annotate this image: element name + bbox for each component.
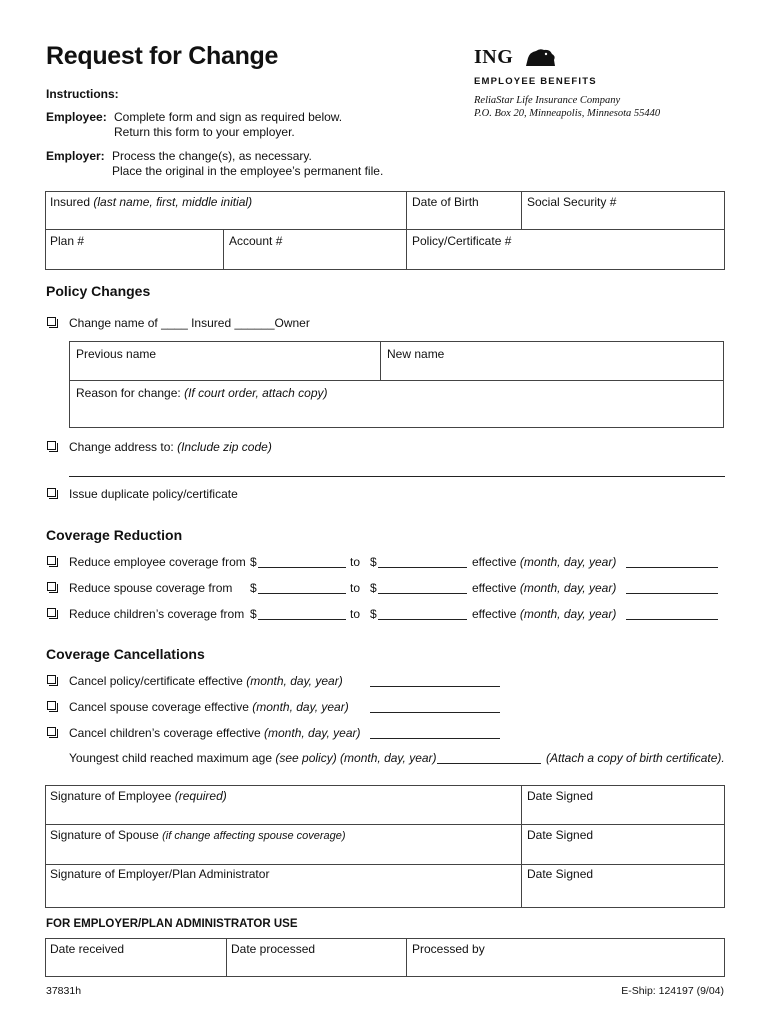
- from-amount-line[interactable]: [258, 567, 346, 568]
- duplicate-label: Issue duplicate policy/certificate: [69, 487, 238, 501]
- from-amount-line[interactable]: [258, 593, 346, 594]
- ssn-field[interactable]: Social Security #: [527, 195, 617, 209]
- logo-subtitle: EMPLOYEE BENEFITS: [474, 76, 597, 87]
- insured-label: Insured: [50, 195, 91, 209]
- effective-date-line[interactable]: [626, 593, 718, 594]
- cancel-children-label: [69, 726, 361, 740]
- effective-text: effective: [472, 607, 517, 621]
- youngest-child-label: [69, 751, 437, 765]
- date-hint: (month, day, year): [252, 700, 349, 714]
- cancel-spouse-checkbox[interactable]: [47, 701, 56, 710]
- page-title: Request for Change: [46, 42, 279, 70]
- cancel-policy-label: [69, 674, 343, 688]
- plan-field[interactable]: Plan #: [50, 234, 85, 248]
- spouse-signature-label: Signature of Spouse: [50, 828, 159, 842]
- date-hint: (month, day, year): [519, 555, 617, 569]
- employer-label: Employer:: [46, 149, 105, 163]
- cancel-spouse-label: [69, 700, 349, 714]
- admin-use-heading: FOR EMPLOYER/PLAN ADMINISTRATOR USE: [46, 918, 298, 930]
- employee-signature-field[interactable]: [50, 789, 227, 803]
- logo-text: ING: [474, 46, 514, 68]
- dollar-sign: $: [370, 607, 377, 621]
- processed-by-field[interactable]: Processed by: [412, 942, 485, 956]
- spouse-date-signed[interactable]: Date Signed: [527, 828, 594, 842]
- date-hint: (month, day, year): [246, 674, 343, 688]
- employee-signature-label: Signature of Employee: [50, 789, 172, 803]
- birth-certificate-note: (Attach a copy of birth certificate).: [546, 751, 725, 765]
- new-name-field[interactable]: New name: [387, 347, 445, 361]
- to-label: to: [350, 555, 361, 569]
- duplicate-checkbox[interactable]: [47, 488, 56, 497]
- to-label: to: [350, 581, 361, 595]
- change-address-checkbox[interactable]: [47, 441, 56, 450]
- cancel-children-text: Cancel children’s coverage effective: [69, 726, 261, 740]
- employer-date-signed[interactable]: Date Signed: [527, 867, 594, 881]
- company-logo: [474, 44, 624, 87]
- date-processed-field[interactable]: Date processed: [231, 942, 316, 956]
- effective-label: [472, 607, 616, 621]
- insured-hint: (last name, first, middle initial): [93, 195, 253, 209]
- employee-instruction-2: Return this form to your employer.: [114, 125, 295, 139]
- reduce-children-label: Reduce children’s coverage from: [69, 607, 245, 621]
- company-name: ReliaStar Life Insurance Company: [474, 95, 621, 106]
- to-amount-line[interactable]: [378, 593, 467, 594]
- cancel-policy-checkbox[interactable]: [47, 675, 56, 684]
- cancel-policy-text: Cancel policy/certificate effective: [69, 674, 243, 688]
- dollar-sign: $: [250, 607, 257, 621]
- from-amount-line[interactable]: [258, 619, 346, 620]
- effective-label: [472, 555, 616, 569]
- effective-text: effective: [472, 555, 517, 569]
- cancel-children-checkbox[interactable]: [47, 727, 56, 736]
- employee-label: Employee:: [46, 110, 107, 124]
- admin-table: [45, 938, 725, 977]
- cancel-spouse-date-line[interactable]: [370, 712, 500, 713]
- coverage-reduction-heading: Coverage Reduction: [46, 527, 183, 543]
- dob-field[interactable]: Date of Birth: [412, 195, 479, 209]
- cancel-policy-date-line[interactable]: [370, 686, 500, 687]
- signature-table: [45, 785, 725, 908]
- eship-code: E-Ship: 124197 (9/04): [621, 985, 724, 997]
- lion-icon: [524, 46, 558, 68]
- reduce-spouse-label: Reduce spouse coverage from: [69, 581, 233, 595]
- employer-instruction-1: Process the change(s), as necessary.: [112, 149, 312, 163]
- form-number: 37831h: [46, 985, 82, 997]
- date-hint: (month, day, year): [519, 581, 617, 595]
- reduce-spouse-checkbox[interactable]: [47, 582, 56, 591]
- employee-instruction-1: Complete form and sign as required below.: [114, 110, 343, 124]
- account-field[interactable]: Account #: [229, 234, 283, 248]
- previous-name-field[interactable]: Previous name: [76, 347, 157, 361]
- date-hint: (month, day, year): [519, 607, 617, 621]
- employee-signature-hint: (required): [174, 789, 227, 803]
- employer-signature-field[interactable]: Signature of Employer/Plan Administrator: [50, 867, 270, 881]
- reduce-employee-label: Reduce employee coverage from: [69, 555, 246, 569]
- employee-date-signed[interactable]: Date Signed: [527, 789, 594, 803]
- date-received-field[interactable]: Date received: [50, 942, 125, 956]
- to-amount-line[interactable]: [378, 619, 467, 620]
- effective-date-line[interactable]: [626, 619, 718, 620]
- cancel-children-date-line[interactable]: [370, 738, 500, 739]
- change-name-label: Change name of ____ Insured ______Owner: [69, 316, 310, 330]
- employer-instruction-2: Place the original in the employee’s permanent file.: [112, 164, 384, 178]
- to-amount-line[interactable]: [378, 567, 467, 568]
- dollar-sign: $: [250, 555, 257, 569]
- change-address-text: Change address to:: [69, 440, 174, 454]
- dollar-sign: $: [370, 555, 377, 569]
- change-address-hint: (Include zip code): [177, 440, 272, 454]
- reason-label: Reason for change:: [76, 386, 181, 400]
- instructions-heading: Instructions:: [46, 87, 119, 101]
- cancel-spouse-text: Cancel spouse coverage effective: [69, 700, 249, 714]
- dollar-sign: $: [250, 581, 257, 595]
- company-address: P.O. Box 20, Minneapolis, Minnesota 55440: [474, 108, 661, 119]
- insured-field[interactable]: [50, 195, 252, 209]
- coverage-cancellations-heading: Coverage Cancellations: [46, 646, 205, 662]
- spouse-signature-hint: (if change affecting spouse coverage): [162, 830, 346, 842]
- dollar-sign: $: [370, 581, 377, 595]
- effective-date-line[interactable]: [626, 567, 718, 568]
- youngest-hint: (see policy) (month, day, year): [275, 751, 437, 765]
- reason-field[interactable]: [76, 386, 328, 400]
- date-hint: (month, day, year): [264, 726, 361, 740]
- reason-hint: (If court order, attach copy): [184, 386, 328, 400]
- policy-field[interactable]: Policy/Certificate #: [412, 234, 512, 248]
- change-address-label: [69, 440, 272, 454]
- effective-text: effective: [472, 581, 517, 595]
- effective-label: [472, 581, 616, 595]
- address-line[interactable]: [69, 476, 725, 477]
- to-label: to: [350, 607, 361, 621]
- spouse-signature-field[interactable]: [50, 828, 346, 842]
- youngest-text: Youngest child reached maximum age: [69, 751, 273, 765]
- reduce-children-checkbox[interactable]: [47, 608, 56, 617]
- policy-changes-heading: Policy Changes: [46, 283, 151, 299]
- youngest-date-line[interactable]: [437, 763, 541, 764]
- reduce-employee-checkbox[interactable]: [47, 556, 56, 565]
- change-name-checkbox[interactable]: [47, 317, 56, 326]
